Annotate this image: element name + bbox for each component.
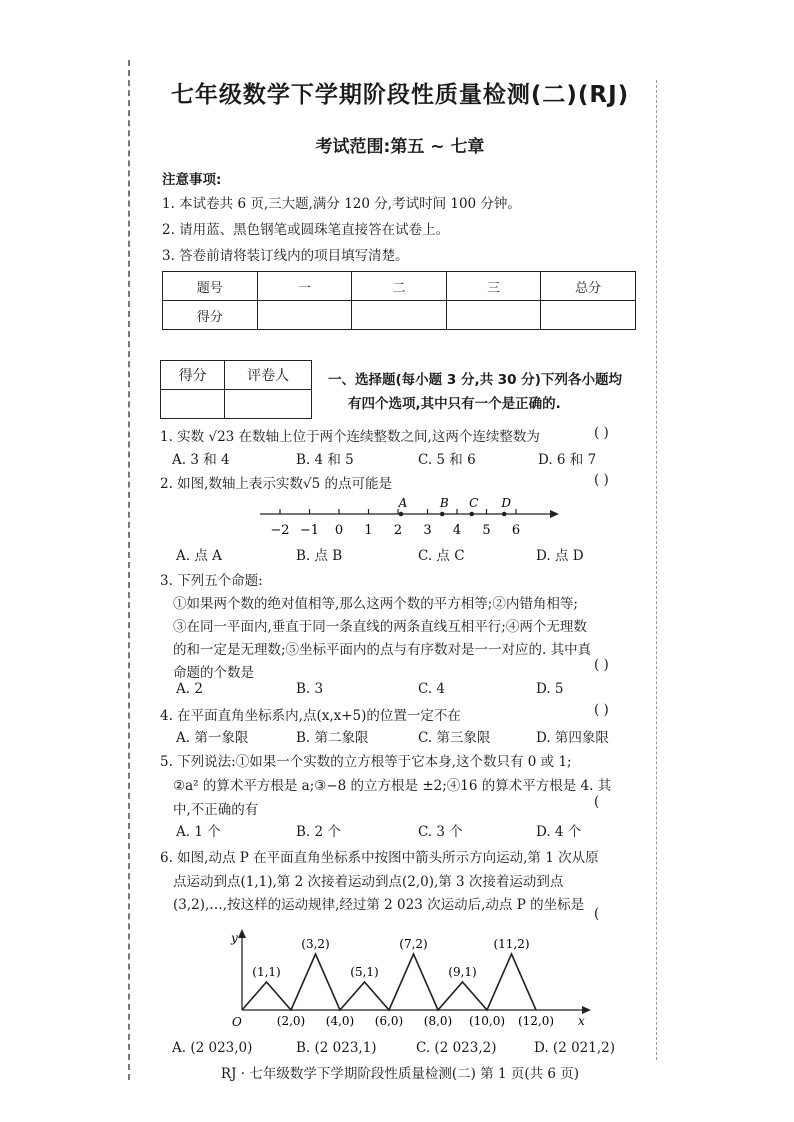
page-footer: RJ · 七年级数学下学期阶段性质量检测(二) 第 1 页(共 6 页): [220, 1066, 580, 1082]
q1-option-c: C. 5 和 6: [418, 452, 476, 468]
q4-option-c: C. 第三象限: [418, 730, 491, 746]
q2-option-b: B. 点 B: [296, 548, 343, 564]
q5-answer-paren[interactable]: (: [594, 794, 600, 810]
graph-peak-label: (9,1): [448, 965, 477, 979]
number-line-tick-label: 0: [334, 523, 344, 538]
q3-option-d: D. 5: [536, 681, 564, 697]
graph-base-label: (10,0): [468, 1014, 506, 1028]
q3-option-a: A. 2: [176, 681, 203, 697]
number-line-point: [502, 512, 507, 517]
score-cell-one[interactable]: [257, 301, 352, 330]
q6-x-axis-label: x: [578, 1014, 585, 1028]
number-line-point: [399, 512, 404, 517]
number-line-point-label: B: [439, 496, 449, 510]
number-line-tick-label: −2: [270, 523, 290, 538]
score-cell-total[interactable]: [541, 301, 636, 330]
q2-stem: 2. 如图,数轴上表示实数√5 的点可能是: [160, 476, 392, 492]
binding-line: [128, 60, 130, 1080]
q6-line-1: 6. 如图,动点 P 在平面直角坐标系中按图中箭头所示方向运动,第 1 次从原: [160, 850, 599, 866]
graph-base-label: (4,0): [325, 1014, 355, 1028]
number-line-point-label: A: [398, 496, 408, 510]
q1-stem: 1. 实数 √23 在数轴上位于两个连续整数之间,这两个连续整数为: [160, 429, 540, 445]
q5-line-1: 5. 下列说法:①如果一个实数的立方根等于它本身,这个数只有 0 或 1;: [160, 754, 572, 770]
graph-peak-label: (7,2): [399, 937, 428, 951]
graph-base-label: (12,0): [517, 1014, 555, 1028]
number-line-tick-label: 1: [364, 523, 373, 538]
q3-line-2: ③在同一平面内,垂直于同一条直线的两条直线互相平行;④两个无理数: [173, 619, 587, 635]
number-line-tick-label: 5: [482, 523, 491, 538]
number-line-tick-label: −1: [299, 523, 320, 538]
q4-answer-paren[interactable]: ( ): [594, 702, 609, 718]
q4-option-a: A. 第一象限: [176, 730, 249, 746]
graph-peak-label: (3,2): [301, 937, 330, 951]
grader-box: [160, 360, 312, 419]
q5-line-2: ②a² 的算术平方根是 a;③−8 的立方根是 ±2;④16 的算术平方根是 4. 其: [173, 778, 612, 794]
q3-line-4: 命题的个数是: [173, 665, 254, 681]
grader-box-grader-label: 评卷人: [225, 361, 312, 390]
q1-option-d: D. 6 和 7: [538, 452, 597, 468]
q6-line-2: 点运动到点(1,1),第 2 次接着运动到点(2,0),第 3 次接着运动到点: [173, 874, 564, 890]
graph-peak-label: (1,1): [252, 965, 281, 979]
q6-motion-path: [242, 954, 536, 1010]
q3-answer-paren[interactable]: ( ): [594, 657, 609, 673]
q1-answer-paren[interactable]: ( ): [594, 425, 609, 441]
number-line-tick-label: 6: [511, 523, 521, 538]
graph-peak-label: (5,1): [350, 965, 379, 979]
q4-option-d: D. 第四象限: [536, 730, 609, 746]
q6-coordinate-graph: [222, 926, 602, 1036]
q5-option-d: D. 4 个: [536, 824, 582, 840]
q5-option-b: B. 2 个: [296, 824, 341, 840]
q6-option-a: A. (2 023,0): [172, 1040, 253, 1056]
q6-origin-label: O: [232, 1015, 242, 1029]
q1-option-a: A. 3 和 4: [172, 452, 230, 468]
q5-option-a: A. 1 个: [176, 824, 221, 840]
notice-heading: 注意事项:: [162, 172, 222, 188]
score-table-score-label: 得分: [163, 301, 258, 330]
score-table-header-two: 二: [352, 272, 447, 301]
notice-item-1: 1. 本试卷共 6 页,三大题,满分 120 分,考试时间 100 分钟。: [162, 196, 521, 212]
q4-stem: 4. 在平面直角坐标系内,点(x,x+5)的位置一定不在: [160, 708, 461, 724]
score-table-header-number: 题号: [163, 272, 258, 301]
score-table-header-one: 一: [257, 272, 352, 301]
grader-box-grader-cell[interactable]: [225, 390, 312, 419]
q6-answer-paren[interactable]: (: [594, 906, 600, 922]
number-line-tick-label: 4: [452, 523, 462, 538]
q6-line-3: (3,2),…,按这样的运动规律,经过第 2 023 次运动后,动点 P 的坐标是: [173, 897, 585, 913]
graph-peak-label: (11,2): [493, 937, 530, 951]
graph-base-label: (2,0): [276, 1014, 306, 1028]
grader-box-score-cell[interactable]: [161, 390, 225, 419]
q5-option-c: C. 3 个: [418, 824, 463, 840]
q2-option-d: D. 点 D: [536, 548, 584, 564]
number-line-tick-label: 2: [393, 523, 403, 538]
score-table-header-total: 总分: [541, 272, 636, 301]
q2-option-a: A. 点 A: [176, 548, 222, 564]
q6-option-d: D. (2 021,2): [534, 1040, 615, 1056]
section1-heading: 一、选择题(每小题 3 分,共 30 分)下列各小题均: [328, 372, 622, 388]
q6-y-axis-label: y: [231, 931, 238, 945]
number-line-tick-label: 3: [423, 523, 432, 538]
q4-option-b: B. 第二象限: [296, 730, 369, 746]
score-cell-three[interactable]: [446, 301, 541, 330]
q3-line-1: ①如果两个数的绝对值相等,那么这两个数的平方相等;②内错角相等;: [173, 596, 578, 612]
number-line-point: [469, 512, 474, 517]
exam-scope: 考试范围:第五 ~ 七章: [315, 137, 485, 157]
score-table: [162, 271, 636, 330]
q5-line-3: 中,不正确的有: [173, 802, 259, 818]
page-title: 七年级数学下学期阶段性质量检测(二)(RJ): [170, 82, 630, 108]
graph-base-label: (8,0): [423, 1014, 453, 1028]
grader-box-score-label: 得分: [161, 361, 225, 390]
q2-option-c: C. 点 C: [418, 548, 465, 564]
notice-item-2: 2. 请用蓝、黑色钢笔或圆珠笔直接答在试卷上。: [162, 222, 450, 238]
section1-instruction: 有四个选项,其中只有一个是正确的.: [348, 396, 561, 412]
q3-option-c: C. 4: [418, 681, 446, 697]
q2-number-line: [250, 492, 570, 542]
number-line-point-label: D: [501, 496, 512, 510]
q6-option-c: C. (2 023,2): [416, 1040, 497, 1056]
notice-item-3: 3. 答卷前请将装订线内的项目填写清楚。: [162, 248, 409, 264]
graph-base-label: (6,0): [374, 1014, 404, 1028]
score-table-header-three: 三: [446, 272, 541, 301]
q2-answer-paren[interactable]: ( ): [594, 472, 609, 488]
score-cell-two[interactable]: [352, 301, 447, 330]
q3-option-b: B. 3: [296, 681, 324, 697]
number-line-point: [440, 512, 445, 517]
q1-option-b: B. 4 和 5: [296, 452, 354, 468]
q3-stem: 3. 下列五个命题:: [160, 573, 263, 589]
number-line-point-label: C: [469, 496, 479, 510]
q6-option-b: B. (2 023,1): [296, 1040, 377, 1056]
binding-line-right: [656, 80, 657, 1060]
q3-line-3: 的和一定是无理数;⑤坐标平面内的点与有序数对是一一对应的. 其中真: [173, 642, 592, 658]
